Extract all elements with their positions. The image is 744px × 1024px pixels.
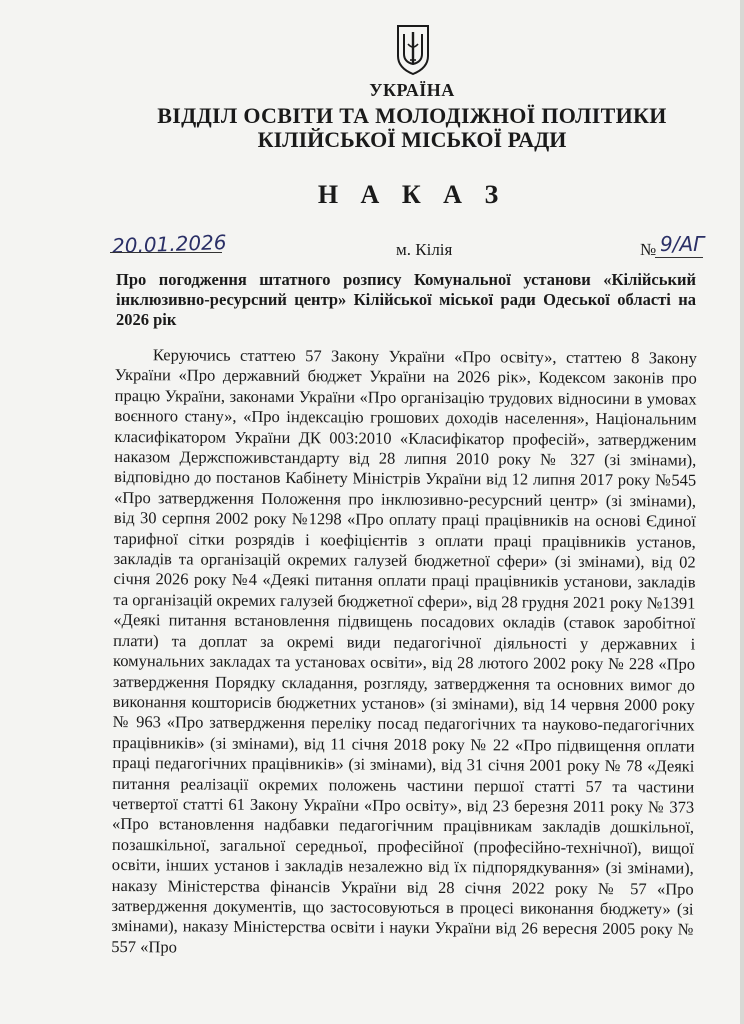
order-number: 9/АГ xyxy=(660,232,705,256)
number-underline xyxy=(655,257,703,258)
header-department: ВІДДІЛ ОСВІТИ ТА МОЛОДІЖНОЇ ПОЛІТИКИ xyxy=(157,103,667,128)
order-subject: Про погодження штатного розпису Комунальної установи «Кілійський інклюзивно-ресурсний центр» Кілійської міської ради Одеської області на 2026 рік xyxy=(116,270,696,329)
document-title: Н А К А З xyxy=(317,180,507,209)
order-city: м. Кілія xyxy=(396,240,453,259)
date-underline xyxy=(110,252,222,253)
header-council: КІЛІЙСЬКОЇ МІСЬКОЇ РАДИ xyxy=(257,127,567,152)
page-edge xyxy=(740,0,744,1024)
order-date: 20.01.2026 xyxy=(111,230,227,258)
trident-emblem-icon xyxy=(394,20,432,76)
order-body-text: Керуючись статтею 57 Закону України «Про освіту», статтею 8 Закону України «Про державний бюджет України на 2026 рік», Кодексом законів про працю України, законами України «Про організацію трудових відносини в умовах воєнного стану», «Про індексацію грошових доходів населення», Національним класифікатором України ДК 003:2010 «Класифікатор професій», затвердженим наказом Держспоживстандарту від 28 липня 2010 року № 327 (зі змінами), відповідно до постанов Кабінету Міністрів України від 12 липня 2017 року №545 «Про затвердження Положення про інклюзивно-ресурсний центр» (зі змінами), від 30 серпня 2002 року №1298 «Про оплату праці працівників на основі Єдиної тарифної сітки розрядів і коефіцієнтів з оплати праці працівників установ, закладів та організацій окремих галузей бюджетної сфери» (зі змінами), від 02 січня 2026 року №4 «Деякі питання оплати праці працівників установи, закладів та організацій окремих галузей бюджетної сфери», від 28 грудня 2021 року №1391 «Деякі питання встановлення підвищень посадових окладів (ставок заробітної плати) та доплат за окремі види педагогічної діяльності у державних і комунальних закладах та установах освіти», від 28 лютого 2002 року № 228 «Про затвердження Порядку складання, розгляду, затвердження та основних вимог до виконання кошторисів бюджетних установ» (зі змінами), від 14 червня 2000 року № 963 «Про затвердження переліку посад педагогічних та науково-педагогічних працівників» (зі змінами), від 11 січня 2018 року № 22 «Про підвищення оплати праці педагогічних працівників» (зі змінами), від 31 січня 2001 року № 78 «Деякі питання реалізації окремих положень частини першої статті 57 та частини четвертої статті 61 Закону України «Про освіту», від 23 березня 2011 року № 373 «Про встановлення надбавки педагогічним працівникам закладів дошкільної, позашкільної, загальної середньої, професійної (професійно-технічної), вищої освіти, інших установ і закладів незалежно від їх підпорядкування» (зі змінами), наказу Міністерства фінансів України від 28 січня 2022 року № 57 «Про затвердження документів, що застосовуються в процесі виконання бюджету» (зі змінами), наказу Міністерства освіти і науки України від 26 вересня 2005 року № 557 «Про xyxy=(111,345,697,957)
header-country: УКРАЇНА xyxy=(369,80,455,100)
order-number-label: № xyxy=(640,240,657,259)
